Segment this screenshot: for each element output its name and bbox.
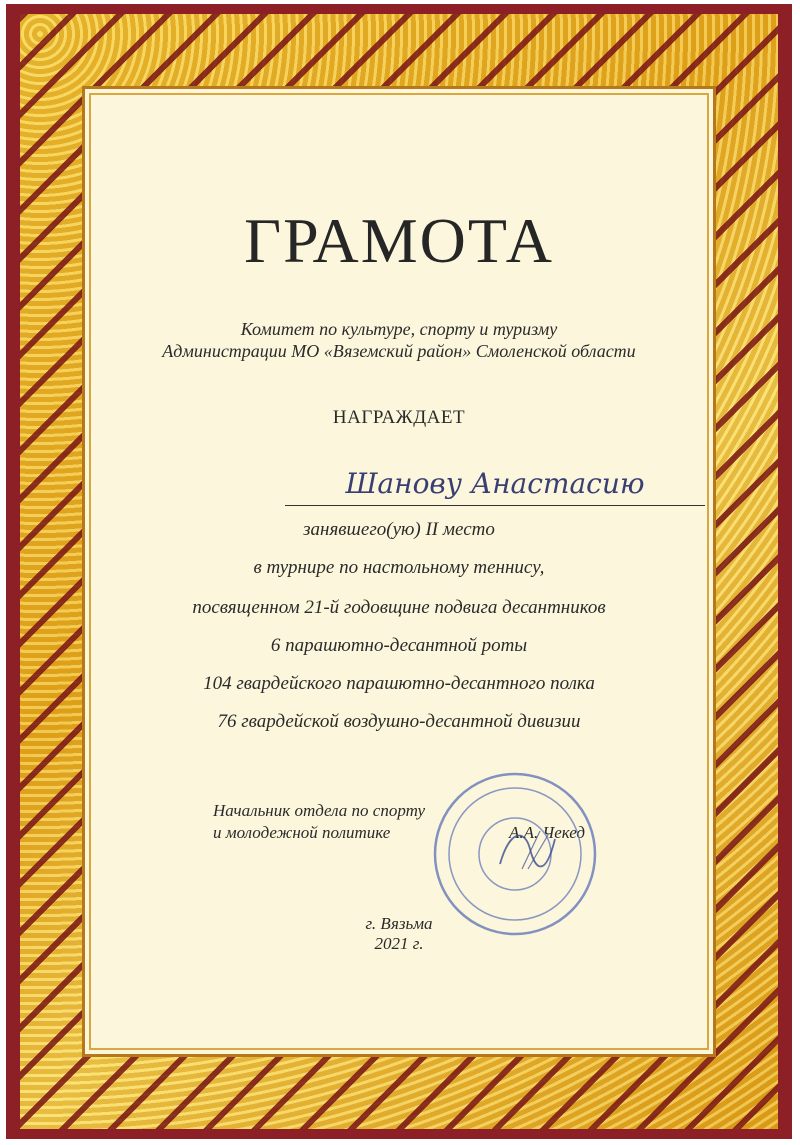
year: 2021 г.: [374, 934, 424, 953]
award-text-line: занявшего(ую) II место: [303, 519, 495, 540]
award-text-line: 6 парашютно-десантной роты: [270, 635, 528, 656]
award-text-line: в турнире по настольному теннису,: [253, 557, 545, 578]
awards-heading: НАГРАЖДАЕТ: [332, 407, 466, 428]
certificate-title: ГРАМОТА: [244, 205, 554, 276]
award-text-line: 104 гвардейского парашютно-десантного полка: [203, 673, 595, 694]
signatory-position-line-2: и молодежной политике: [213, 823, 391, 842]
issuer-line-1: Комитет по культуре, спорту и туризму: [240, 319, 558, 339]
issuer-line-2: Администрации МО «Вяземский район» Смоленской области: [162, 341, 636, 361]
ornamental-frame: [20, 14, 778, 1129]
certificate: [6, 4, 792, 1139]
signatory-position-line-1: Начальник отдела по спорту: [213, 801, 425, 820]
recipient-name: Шанову Анастасию: [285, 467, 705, 506]
award-text-line: посвященном 21-й годовщине подвига десантников: [192, 597, 606, 618]
award-text-line: 76 гвардейской воздушно-десантной дивизии: [217, 711, 581, 732]
signatory-name: А.А. Чекед: [508, 823, 585, 842]
city: г. Вязьма: [365, 914, 433, 933]
certificate-paper: [82, 86, 716, 1057]
